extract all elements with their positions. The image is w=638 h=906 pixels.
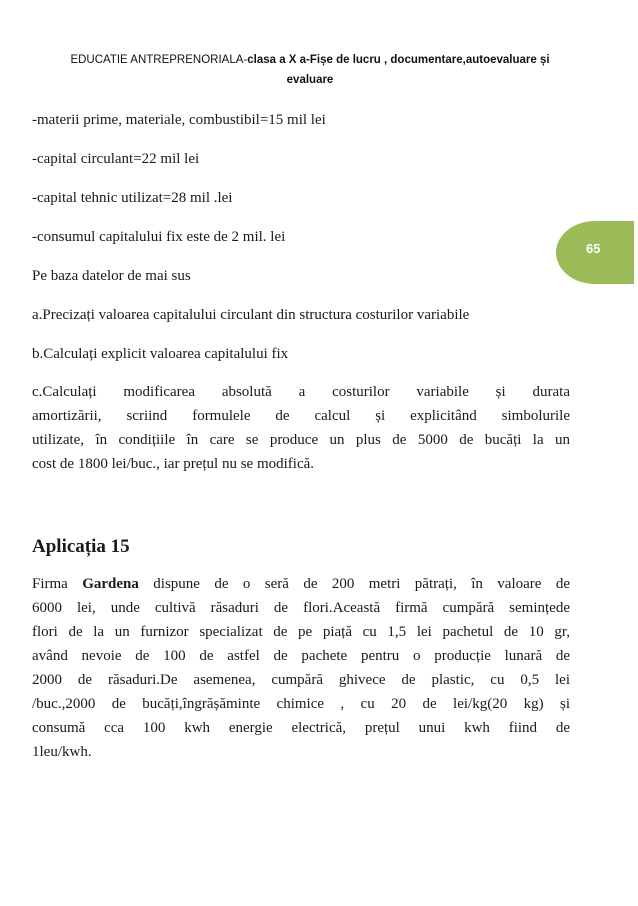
intro-sentence: Pe baza datelor de mai sus bbox=[32, 268, 191, 284]
question-c-line: amortizării, scriind formulele de calcul și explicitând simbolurile bbox=[32, 408, 570, 424]
application-line: consumă cca 100 kwh energie electrică, prețul unui kwh fiind de bbox=[32, 720, 570, 736]
application-text: Firma bbox=[32, 576, 83, 592]
header-line-2: evaluare bbox=[286, 74, 334, 86]
page-number-badge bbox=[556, 221, 634, 284]
data-item: -capital tehnic utilizat=28 mil .lei bbox=[32, 190, 233, 206]
application-line: /buc.,2000 de bucăți,îngrășăminte chimice , cu 20 de lei/kg(20 kg) și bbox=[32, 696, 570, 712]
header-title: clasa a X a-Fișe de lucru , documentare,autoevaluare și bbox=[247, 54, 550, 66]
application-line: flori de la un furnizor specializat de pe piață cu 1,5 lei pachetul de 10 gr, bbox=[32, 624, 570, 640]
application-line bbox=[32, 576, 570, 593]
application-line: având nevoie de 100 de astfel de pachete pentru o producție lunară de bbox=[32, 648, 570, 664]
data-item: -consumul capitalului fix este de 2 mil. lei bbox=[32, 229, 286, 245]
question-c-line: c.Calculați modificarea absolută a costurilor variabile și durata bbox=[32, 384, 570, 400]
data-item: -materii prime, materiale, combustibil=15 mil lei bbox=[32, 112, 326, 128]
page-number: 65 bbox=[586, 241, 601, 256]
application-line: 2000 de răsaduri.De asemenea, cumpără ghivece de plastic, cu 0,5 lei bbox=[32, 672, 570, 688]
page-header bbox=[30, 50, 590, 90]
question-c-line: utilizate, în condițiile în care se produce un plus de 5000 de bucăți la un bbox=[32, 432, 570, 448]
application-line: 6000 lei, unde cultivă răsaduri de flori.Această firmă cumpără semințede bbox=[32, 600, 570, 616]
question-a: a.Precizați valoarea capitalului circulant din structura costurilor variabile bbox=[32, 307, 470, 323]
question-b: b.Calculați explicit valoarea capitalului fix bbox=[32, 346, 289, 362]
question-c-line: cost de 1800 lei/buc., iar prețul nu se modifică. bbox=[32, 456, 315, 472]
section-title: Aplicația 15 bbox=[32, 536, 130, 557]
data-item: -capital circulant=22 mil lei bbox=[32, 151, 200, 167]
application-text: dispune de o seră de 200 metri pătrați, în valoare de bbox=[138, 576, 570, 592]
application-line: 1leu/kwh. bbox=[32, 744, 92, 760]
header-subject: EDUCATIE ANTREPRENORIALA- bbox=[70, 54, 248, 66]
header-line-1 bbox=[30, 50, 590, 70]
company-name: Gardena bbox=[82, 576, 139, 592]
